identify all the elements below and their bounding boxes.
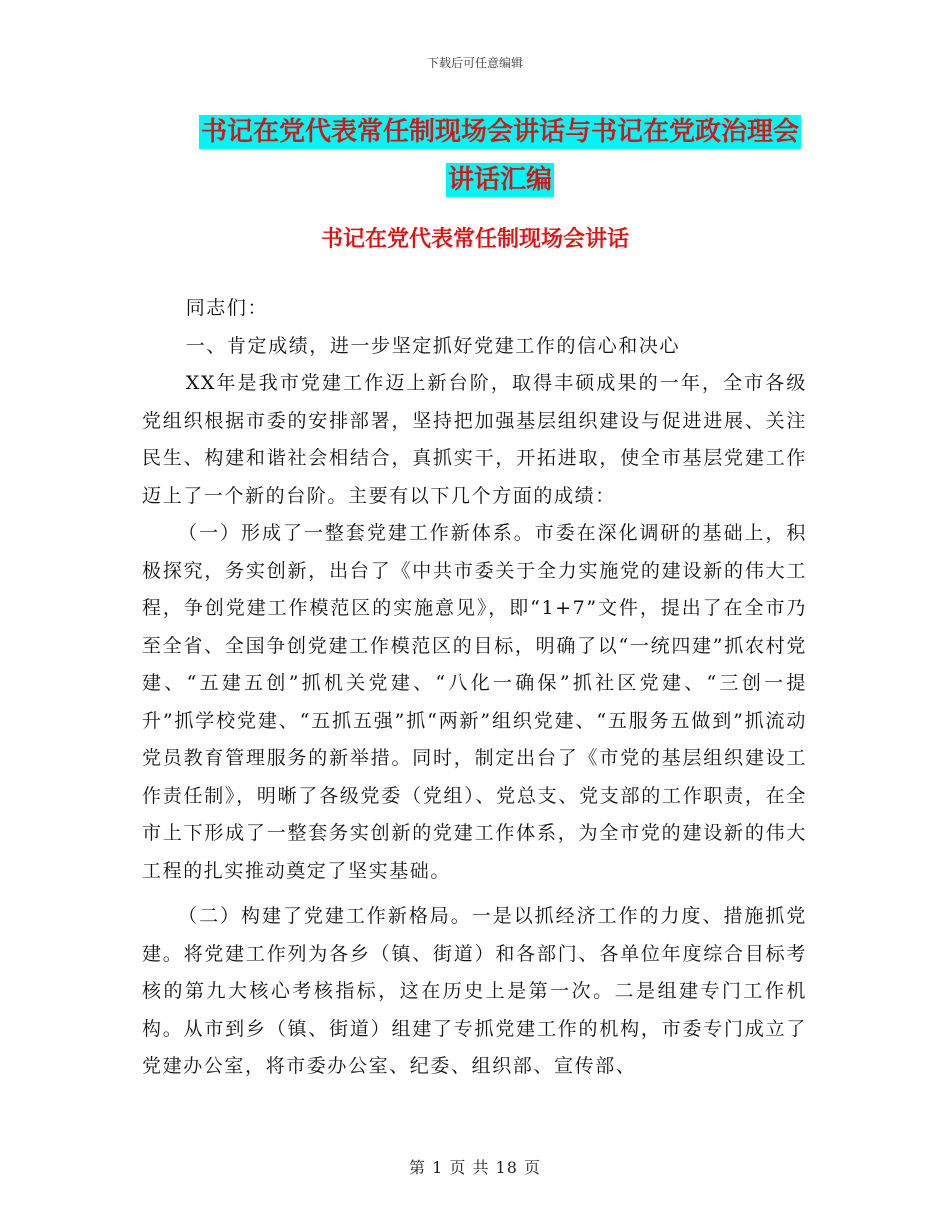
- paragraph-item-1: （一）形成了一整套党建工作新体系。市委在深化调研的基础上，积极探究，务实创新，出台了《中共市委关于全力实施党的建设新的伟大工程，争创党建工作模范区的实施意见》，即“1+7”文件，提出了在全市乃至全省、全国争创党建工作模范区的目标，明确了以“一统四建”抓农村党建、“五建五创”抓机关党建、“八化一确保”抓社区党建、“三创一提升”抓学校党建、“五抓五强”抓“两新”组织党建、“五服务五做到”抓流动党员教育管理服务的新举措。同时，制定出台了《市党的基层组织建设工作责任制》，明晰了各级党委（党组）、党总支、党支部的工作职责，在全市上下形成了一整套务实创新的党建工作体系，为全市党的建设新的伟大工程的扎实推动奠定了坚实基础。: [142, 522, 807, 882]
- section-title: 书记在党代表常任制现场会讲话: [320, 227, 629, 252]
- paragraph-salutation: 同志们：: [185, 297, 269, 319]
- paragraph-intro: XX年是我市党建工作迈上新台阶，取得丰硕成果的一年，全市各级党组织根据市委的安排部署，坚持把加强基层组织建设与促进进展、关注民生、构建和谐社会相结合，真抓实干，开拓进取，使全市基层党建工作迈上了一个新的台阶。主要有以下几个方面的成绩：: [142, 372, 807, 507]
- page-number-footer: 第 1 页 共 18 页: [409, 1158, 541, 1177]
- paragraph-heading-1: 一、肯定成绩，进一步坚定抓好党建工作的信心和决心: [185, 334, 681, 357]
- paragraph-item-2: （二）构建了党建工作新格局。一是以抓经济工作的力度、措施抓党建。将党建工作列为各乡（镇、街道）和各部门、各单位年度综合目标考核的第九大核心考核指标，这在历史上是第一次。二是组建专门工作机构。从市到乡（镇、街道）组建了专抓党建工作的机构，市委专门成立了党建办公室，将市委办公室、纪委、组织部、宣传部、: [142, 905, 807, 1077]
- header-note: 下载后可任意编辑: [426, 56, 523, 70]
- main-title-line-1: 书记在党代表常任制现场会讲话与书记在党政治理会: [200, 117, 799, 147]
- main-title: [190, 108, 810, 204]
- body-text: [142, 290, 807, 1086]
- main-title-line-2: 讲话汇编: [447, 165, 552, 195]
